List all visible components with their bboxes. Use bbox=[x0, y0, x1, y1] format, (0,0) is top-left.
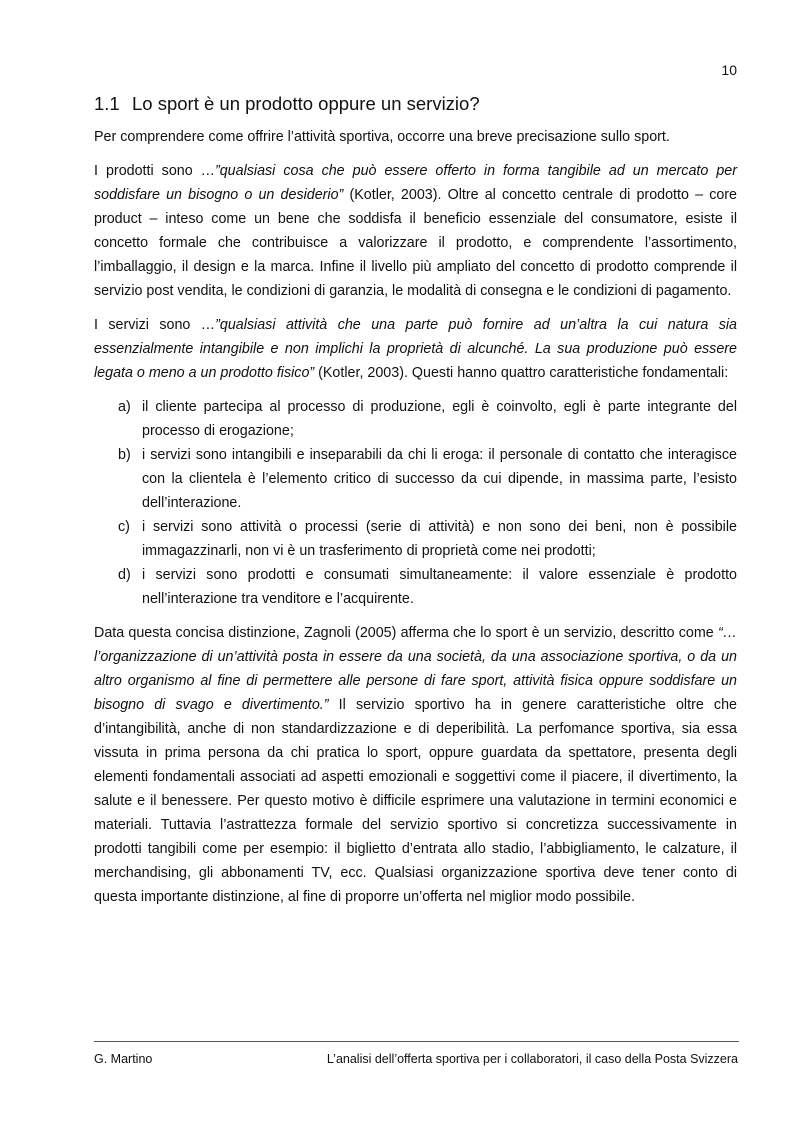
list-item-text: i servizi sono attività o processi (serie di attività) e non sono dei beni, non è possibile immagazzinarli, non vi è un trasferimento di proprietà come nei prodotti; bbox=[142, 519, 737, 559]
list-marker: d) bbox=[118, 567, 131, 583]
zagnoli-lead: Data questa concisa distinzione, Zagnoli (2005) afferma che lo sport è un servizio, descritto come bbox=[94, 625, 718, 641]
list-marker: c) bbox=[118, 519, 130, 535]
list-marker: a) bbox=[118, 399, 131, 415]
paragraph-intro: Per comprendere come offrire l’attività sportiva, occorre una breve precisazione sullo sport. bbox=[94, 129, 670, 145]
footer-divider bbox=[94, 1041, 739, 1042]
footer-author: G. Martino bbox=[94, 1052, 153, 1066]
list-item bbox=[94, 395, 737, 443]
list-item bbox=[94, 515, 737, 563]
characteristics-list bbox=[94, 395, 737, 611]
section-number: 1.1 bbox=[94, 93, 120, 114]
servizi-lead: I servizi sono … bbox=[94, 317, 216, 333]
list-marker: b) bbox=[118, 447, 131, 463]
list-item-text: i servizi sono prodotti e consumati simultaneamente: il valore essenziale è prodotto nell’interazione tra venditore e l’acquirente. bbox=[142, 567, 737, 607]
prodotti-quote: ”qualsiasi cosa che può essere offerto in forma tangibile ad un mercato per soddisfare un bisogno o un desiderio” bbox=[94, 163, 737, 203]
list-item bbox=[94, 443, 737, 515]
servizi-quote: ”qualsiasi attività che una parte può fornire ad un’altra la cui natura sia essenzialmente intangibile e non implichi la proprietà di alcunché. La sua produzione può essere legata o meno a un prodotto fisico” bbox=[94, 317, 737, 381]
list-item-text: il cliente partecipa al processo di produzione, egli è coinvolto, egli è parte integrante del processo di erogazione; bbox=[142, 399, 737, 439]
zagnoli-rest: Il servizio sportivo ha in genere caratteristiche oltre che d’intangibilità, anche di non standardizzazione e di deperibilità. La perfomance sportiva, sia essa vissuta in prima persona da chi pratica lo sport, oppure guardata da spettatore, presenta degli elementi fondamentali associati ad aspetti emozionali e soggettivi come il piacere, il divertimento, la salute e il benessere. Per questo motivo è difficile esprimere una valutazione in termini economici e materiali. Tuttavia l’astrattezza formale del servizio sportivo si concretizza successivamente in prodotti tangibili come per esempio: il biglietto d’entrata allo stadio, l’abbigliamento, le calzature, il merchandising, gli abbonamenti TV, ecc. Qualsiasi organizzazione sportiva deve tener conto di questa importante distinzione, al fine di proporre un’offerta nel miglior modo possibile. bbox=[94, 697, 737, 905]
section-heading bbox=[94, 90, 737, 118]
page-number: 10 bbox=[721, 62, 737, 78]
list-item bbox=[94, 563, 737, 611]
prodotti-lead: I prodotti sono … bbox=[94, 163, 215, 179]
prodotti-rest: (Kotler, 2003). Oltre al concetto centrale di prodotto – core product – inteso come un bene che soddisfa il beneficio essenziale del consumatore, esiste il concetto formale che contribuisce a valorizzare il prodotto, e comprendente l’assortimento, l’imballaggio, il design e la marca. Infine il livello più ampliato del concetto di prodotto comprende il servizio post vendita, le condizioni di garanzia, le modalità di consegna e le condizioni di pagamento. bbox=[94, 187, 737, 299]
servizi-rest: (Kotler, 2003). Questi hanno quattro caratteristiche fondamentali: bbox=[314, 365, 729, 381]
zagnoli-quote: “…l’organizzazione di un’attività posta in essere da una società, da una associazione sportiva, o da un altro organismo al fine di permettere alle persone di fare sport, attività fisica oppure soddisfare un bisogno di svago e divertimento.” bbox=[94, 625, 737, 713]
paragraph-prodotti bbox=[94, 159, 737, 303]
paragraph-servizi bbox=[94, 313, 737, 385]
section-title: Lo sport è un prodotto oppure un servizio? bbox=[132, 93, 480, 114]
page-body bbox=[94, 90, 737, 919]
list-item-text: i servizi sono intangibili e inseparabili da chi li eroga: il personale di contatto che interagisce con la clientela è l’elemento critico di successo da cui dipende, in massima parte, l’esisto dell’interazione. bbox=[142, 447, 737, 511]
footer-title: L’analisi dell’offerta sportiva per i collaboratori, il caso della Posta Svizzera bbox=[326, 1052, 738, 1066]
paragraph-zagnoli bbox=[94, 621, 737, 909]
